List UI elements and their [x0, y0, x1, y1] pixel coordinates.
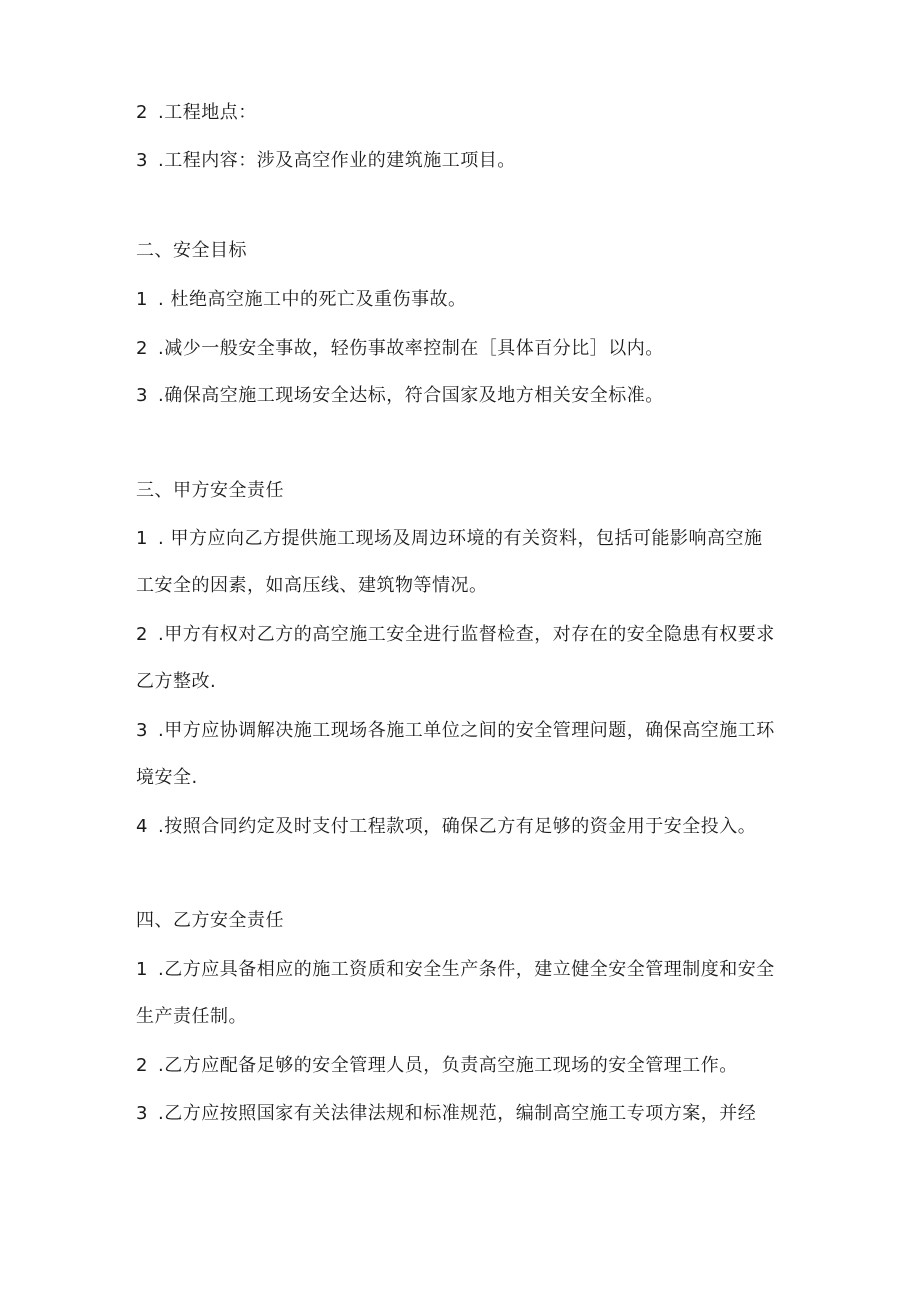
item-text: . 杜绝高空施工中的死亡及重伤事故。	[158, 289, 467, 310]
item-number: 3	[136, 1103, 148, 1124]
section-heading-party-a: 三、甲方安全责任	[136, 480, 284, 501]
item-text: .乙方应按照国家有关法律法规和标准规范，编制高空施工专项方案，并经	[158, 1103, 757, 1124]
item-text: .工程内容：涉及高空作业的建筑施工项目。	[158, 150, 516, 171]
item-text: .甲方有权对乙方的高空施工安全进行监督检查，对存在的安全隐患有权要求	[158, 624, 775, 645]
intro-item-3	[136, 149, 516, 173]
item-number: 3	[136, 385, 148, 406]
item-number: 3	[136, 150, 148, 171]
party-a-item-4	[136, 815, 756, 839]
item-text: .确保高空施工现场安全达标，符合国家及地方相关安全标准。	[158, 385, 664, 406]
item-text: .乙方应配备足够的安全管理人员，负责高空施工现场的安全管理工作。	[158, 1055, 738, 1076]
item-text: .减少一般安全事故，轻伤事故率控制在［具体百分比］以内。	[158, 338, 664, 359]
item-text: .按照合同约定及时支付工程款项，确保乙方有足够的资金用于安全投入。	[158, 816, 757, 837]
item-text: .乙方应具备相应的施工资质和安全生产条件，建立健全安全管理制度和安全	[158, 959, 775, 980]
item-number: 1	[136, 289, 148, 310]
section-heading-party-b: 四、乙方安全责任	[136, 910, 284, 931]
party-b-item-1	[136, 958, 775, 982]
party-a-item-2-continuation: 乙方整改.	[136, 671, 217, 692]
party-a-item-3-continuation: 境安全.	[136, 767, 198, 788]
item-number: 2	[136, 624, 148, 645]
party-a-item-3	[136, 719, 775, 743]
party-a-item-2	[136, 623, 775, 647]
item-number: 2	[136, 102, 148, 123]
party-a-item-1-continuation: 工安全的因素，如高压线、建筑物等情况。	[136, 575, 488, 596]
item-number: 4	[136, 816, 148, 837]
item-number: 2	[136, 338, 148, 359]
item-number: 3	[136, 720, 148, 741]
intro-item-2	[136, 101, 257, 125]
section-heading-safety-goals: 二、安全目标	[136, 240, 247, 261]
item-number: 2	[136, 1055, 148, 1076]
item-text: . 甲方应向乙方提供施工现场及周边环境的有关资料，包括可能影响高空施	[158, 528, 763, 549]
item-text: .甲方应协调解决施工现场各施工单位之间的安全管理问题，确保高空施工环	[158, 720, 775, 741]
item-number: 1	[136, 528, 148, 549]
party-b-item-3	[136, 1102, 756, 1126]
safety-goal-item-2	[136, 337, 664, 361]
party-b-item-2	[136, 1054, 738, 1078]
party-a-item-1	[136, 527, 762, 551]
item-text: .工程地点：	[158, 102, 257, 123]
safety-goal-item-1	[136, 288, 466, 312]
party-b-item-1-continuation: 生产责任制。	[136, 1006, 247, 1027]
item-number: 1	[136, 959, 148, 980]
safety-goal-item-3	[136, 384, 664, 408]
